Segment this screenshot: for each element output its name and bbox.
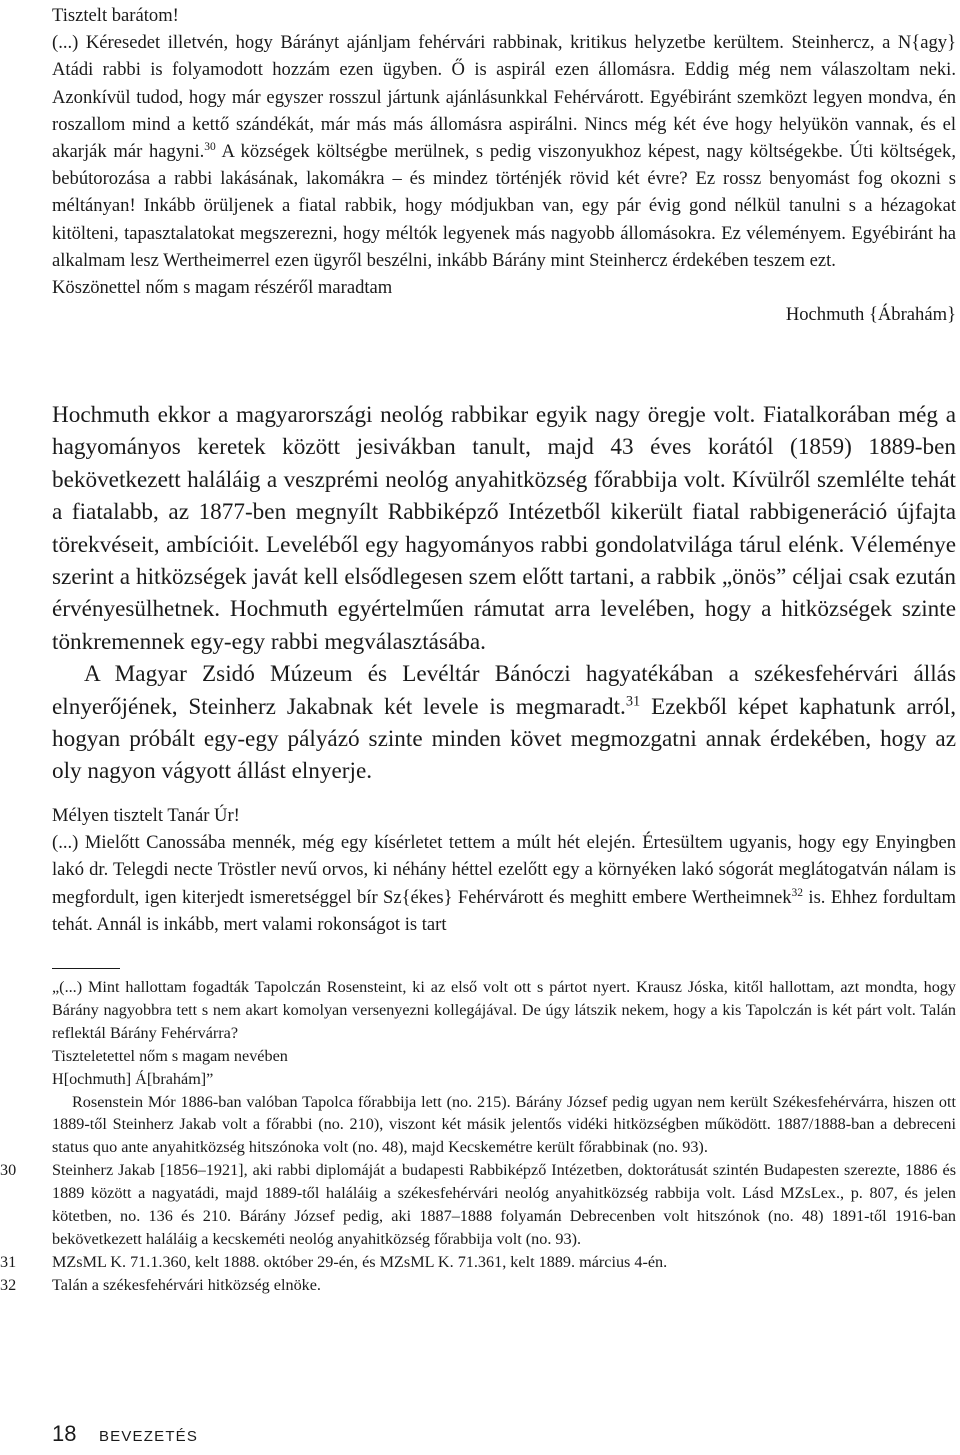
- page-footer: [52, 1421, 198, 1447]
- letter2-body: [52, 829, 956, 938]
- footnote-text: MZsML K. 71.1.360, kelt 1888. október 29-én, és MZsML K. 71.361, kelt 1889. március 4-én.: [52, 1252, 668, 1271]
- footnote-31: [0, 1251, 956, 1274]
- footnote-text: Talán a székesfehérvári hitközség elnöke.: [52, 1275, 321, 1294]
- footnote-number: 30: [0, 1161, 17, 1180]
- footnote-explanation: Rosenstein Mór 1886-ban valóban Tapolca főrabbija lett (no. 215). Bárány József pedig ugyan nem került Székesfehérvárra, hiszen ott 1889-től Steinherz Jakab volt a főrabbi (no. 210), viszont két másik jelentős vidéki hitközségben működött. 1887/1888-ban a debreceni status quo ante anyahitközség hitszónoka volt (no. 48), majd Kecskemétre került főrabbinak (no. 93).: [52, 1092, 956, 1157]
- letter-body-part-1: (...) Kéresedet illetvén, hogy Bárányt ajánljam fehérvári rabbinak, kritikus helyzetbe kerültem. Steinhercz, a N{agy} Atádi rabbi is folyamodott hozzám ezen ügyben. Ő is aspirál ezen állomásra. Eddig még nem válaszoltam neki. Azonkívül tudod, hogy már egyszer rosszul jártunk ajánlásunkkal Fehérvárott. Egyébiránt szemközt legyen mondva, én roszallom mind a kettő szándékát, már más más állomásra aspirálni. Nincs még két éve hogy helyükön vannak, és el akarják már hagyni.: [52, 32, 956, 163]
- letter2-body-part-1: (...) Mielőtt Canossába mennék, még egy kísérletet tettem a múlt hét elején. Értesültem ugyanis, hogy egy Enyingben lakó dr. Telegdi necte Tröstler nevű orvos, ki néhány héttel ezelőtt egy a környéken lakó sógorát meglátogatván nálam is megfordult, igen kiterjedt ismeretséggel bír Sz{ékes} Fehérvárott és meghitt embere Wertheimnek: [52, 832, 956, 908]
- letter-closing: Köszönettel nőm s magam részéről maradtam: [52, 277, 393, 299]
- page-number: 18: [52, 1421, 77, 1446]
- letter-signature: Hochmuth {Ábrahám}: [785, 304, 956, 326]
- footnote-32: [0, 1274, 956, 1297]
- section-title: BEVEZETÉS: [98, 1428, 199, 1445]
- quoted-letter-steinherz: [52, 802, 956, 938]
- footnotes: [0, 976, 956, 1297]
- footnote-ref-30[interactable]: 30: [204, 141, 216, 154]
- letter-greeting: Tisztelt barátom!: [52, 5, 179, 26]
- quoted-letter-hochmuth: [52, 2, 956, 328]
- footnote-text: Steinherz Jakab [1856–1921], aki rabbi diplomáját a budapesti Rabbiképző Intézetben, doktorátusát szintén Budapesten szerezte, 1886 és 1889 között a nagyatádi, majd 1889-től haláláig a székesfehérvári neológ anyahitközség rabbija volt. Lásd MZsLex., p. 807, és jelen kötetben, no. 136 és 210. Bárány József pedig, aki 1887–1888 folyamán Debrecenben volt hitszónok (no. 48) 1891-től 1916-ban bekövetkezett haláláig a kecskeméti neológ anyahitközség főrabbija volt (no. 93).: [52, 1161, 956, 1248]
- main-paragraph-2-part-2: Ezekből képet kaphatunk arról, hogyan próbált egy-egy pályázó szinte minden követ megmozgatni annak érdekében, hogy az oly nagyon vágyott állást elnyerje.: [52, 693, 957, 785]
- letter2-body-part-2: is. Ehhez fordultam tehát. Annál is inkább, mert valami rokonságot is tart: [52, 886, 956, 935]
- footnote-number: 31: [0, 1252, 17, 1271]
- letter-body: [52, 29, 956, 274]
- footnote-number: 32: [0, 1275, 17, 1294]
- footnote-30: [0, 1159, 956, 1251]
- main-text: [52, 399, 956, 788]
- letter2-greeting: Mélyen tisztelt Tanár Úr!: [52, 805, 240, 826]
- footnote-ref-31[interactable]: 31: [625, 693, 641, 710]
- footnote-quote-closing: Tiszteletettel nőm s magam nevében: [52, 1046, 288, 1065]
- main-paragraph-2: [52, 658, 956, 788]
- footnote-quote-signature: H[ochmuth] Á[brahám]”: [52, 1069, 214, 1088]
- footnote-continued-quote: „(...) Mint hallottam fogadták Tapolczán Rosensteint, ki az első volt ott s pártot nyert. Krausz Jóska, kitől hallottam, azt mondta, hogy Bárány nagyobbra tett s nem akart komolyan versenyezni kollegájával. De úgy látszik nekem, hogy a kis Tapolczán is két párt volt. Talán reflektál Bárány Fehérvárra?: [52, 978, 956, 1042]
- letter-body-part-2: A községek költségbe merülnek, s pedig viszonyukhoz képest, nagy költségekbe. Úti költségek, bebútorozása a rabbi lakásának, lakomákra – és mindez történjék rövid két évre? Ez rossz benyomást fog okozni s méltányan! Inkább örüljenek a fiatal rabbik, hogy módjukban van, egy pár évig gond nélkül tanulni s a hézagokat kitölteni, tapasztalatokat megszerezni, hogy méltók legyenek más nagyobb állomásokra. Ez véleményem. Egyébiránt ha alkalmam lesz Wertheimerrel ezen ügyről beszélni, inkább Bárány mint Steinhercz érdekében teszem ezt.: [52, 141, 957, 271]
- main-paragraph-2-part-1: A Magyar Zsidó Múzeum és Levéltár Bánóczi hagyatékában a székesfehérvári állás elnyerőjének, Steinherz Jakabnak két levele is megmaradt.: [52, 661, 956, 720]
- main-paragraph-1: Hochmuth ekkor a magyarországi neológ rabbikar egyik nagy öregje volt. Fiatalkorában még a hagyományos keretek között jesivákban tanult, majd 43 éves korától (1859) 1889-ben bekövetkezett haláláig a veszprémi neológ anyahitközség főrabbija volt. Kívülről szemlélte tehát a fiatalabb, az 1877-ben megnyílt Rabbiképző Intézetből kikerült fiatal rabbigeneráció újfajta törekvéseit, ambícióit. Leveléből egy hagyományos rabbi gondolatvilága tárul elénk. Véleménye szerint a hitközségek javát kell elsődlegesen szem előtt tartani, a rabbik „önös” céljai csak ezután érvényesülhetnek. Hochmuth egyértelműen rámutat arra levelében, hogy a hitközségek szinte tönkremennek egy-egy rabbi megválasztásába.: [52, 402, 956, 655]
- footnote-ref-32[interactable]: 32: [791, 886, 804, 899]
- footnote-divider: [52, 968, 120, 969]
